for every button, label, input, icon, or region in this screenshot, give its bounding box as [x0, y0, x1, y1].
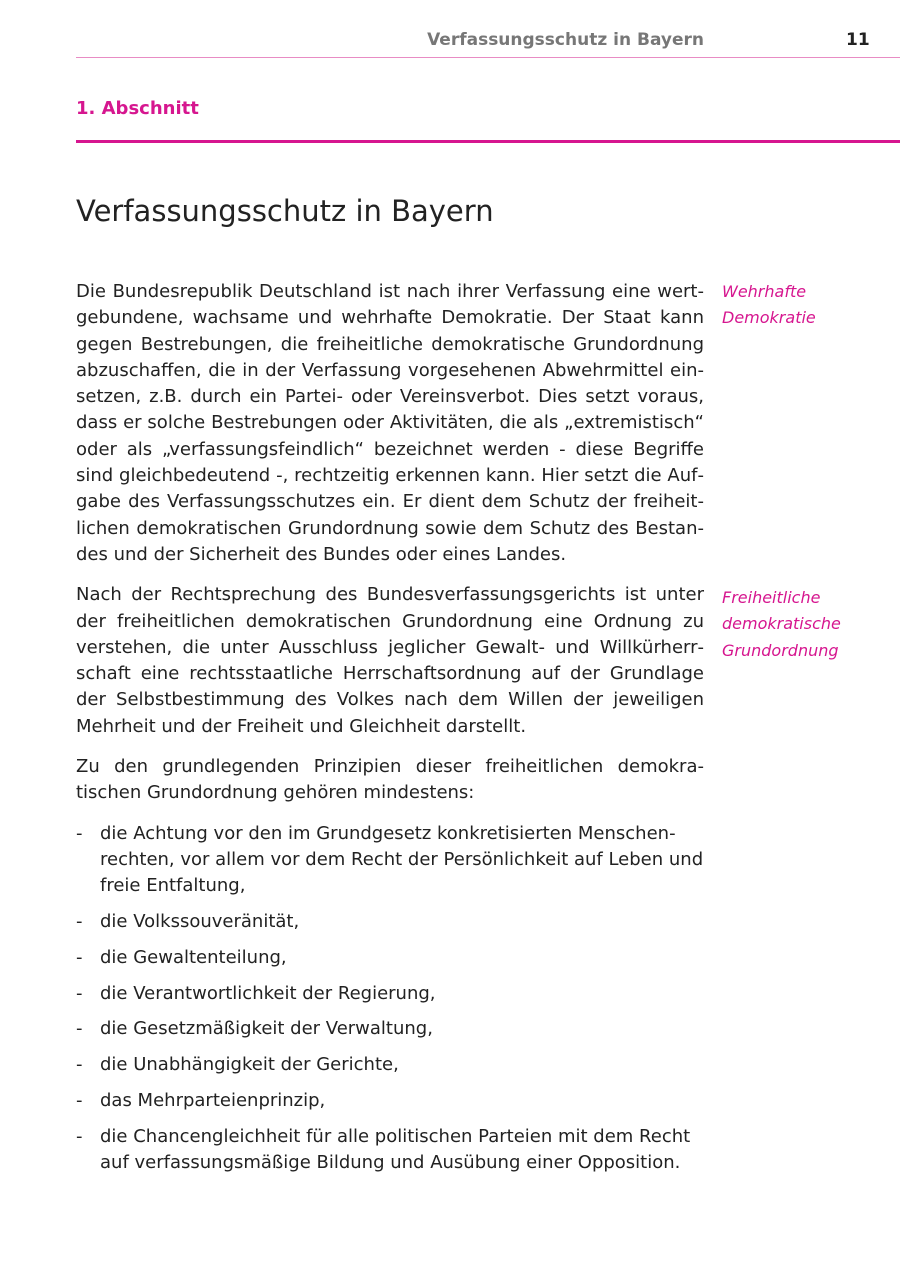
paragraph-principles-intro: Zu den grundlegenden Prinzipien dieser freiheitlichen demokratischen Grundordnung gehören mindestens:: [76, 756, 704, 804]
list-item: [76, 1016, 704, 1042]
list-item-text: die Chancengleichheit für alle politischen Parteien mit dem Recht auf verfassungsmäßige Bildung und Ausübung einer Opposition.: [100, 1125, 691, 1174]
list-item-text: das Mehrparteienprinzip,: [100, 1090, 326, 1112]
page-number: 11: [846, 30, 870, 50]
margin-note-line: Demokratie: [722, 308, 816, 328]
list-dash: -: [76, 1054, 83, 1076]
list-item: [76, 1088, 704, 1114]
list-item: [76, 981, 704, 1007]
list-dash: -: [76, 982, 83, 1004]
principles-list: [76, 821, 704, 1177]
list-item-text: die Volkssouveränität,: [100, 911, 300, 933]
body-text: [76, 279, 704, 1186]
list-item-text: die Unabhängigkeit der Gerichte,: [100, 1054, 399, 1076]
section-label: 1. Abschnitt: [76, 98, 199, 119]
list-item: [76, 1052, 704, 1078]
list-item: [76, 945, 704, 971]
list-item-text: die Achtung vor den im Grundgesetz konkretisierten Menschenrechten, vor allem vor dem Recht der Persönlichkeit auf Leben und freie Entfaltung,: [100, 822, 704, 897]
list-item-text: die Verantwortlichkeit der Regierung,: [100, 982, 436, 1004]
margin-note-freiheitliche-grundordnung: [722, 585, 892, 664]
paragraph-fdgo-definition: Nach der Rechtsprechung des Bundesverfassungsgerichts ist unter der freiheitlichen demokratischen Grundordnung eine Ordnung zu verstehen, die unter Ausschluss jeglicher Gewalt- und Willkürherrschaft eine rechtsstaatliche Herrschaftsordnung auf der Grundlage der Selbstbestimmung des Volkes nach dem Willen der jeweiligen Mehrheit und der Freiheit und Gleichheit darstellt.: [76, 584, 704, 737]
list-dash: -: [76, 911, 83, 933]
margin-note-line: Wehrhafte: [722, 282, 807, 301]
list-dash: -: [76, 946, 83, 968]
list-dash: -: [76, 1125, 83, 1147]
page-title: Verfassungsschutz in Bayern: [76, 194, 494, 228]
list-item: [76, 1124, 704, 1177]
section-divider: [76, 140, 900, 143]
running-header: [76, 28, 900, 58]
margin-note-line: Grundordnung: [722, 640, 839, 660]
margin-note-line: demokratische: [722, 614, 841, 634]
list-dash: -: [76, 1090, 83, 1112]
list-dash: -: [76, 822, 83, 844]
margin-note-wehrhafte-demokratie: [722, 279, 892, 332]
list-item-text: die Gesetzmäßigkeit der Verwaltung,: [100, 1018, 433, 1040]
paragraph-wehrhafte-demokratie: Die Bundesrepublik Deutschland ist nach ihrer Verfassung eine wertgebundene, wachsame und wehrhafte Demokratie. Der Staat kann gegen Bestrebungen, die freiheitliche demokratische Grundordnung abzuschaffen, die in der Verfassung vorgesehenen Abwehrmittel einsetzen, z.B. durch ein Partei- oder Vereinsverbot. Dies setzt voraus, dass er solche Bestrebungen oder Aktivitäten, die als „extremistisch“ oder als „verfassungsfeindlich“ bezeichnet werden - diese Begriffe sind gleichbedeutend -, rechtzeitig erkennen kann. Hier setzt die Aufgabe des Verfassungsschutzes ein. Er dient dem Schutz der freiheitlichen demokratischen Grundordnung sowie dem Schutz des Bestandes und der Sicherheit des Bundes oder eines Landes.: [76, 281, 704, 565]
list-item: [76, 909, 704, 935]
margin-note-line: Freiheitliche: [722, 588, 821, 607]
list-dash: -: [76, 1018, 83, 1040]
list-item: [76, 821, 704, 900]
running-title: Verfassungsschutz in Bayern: [427, 30, 704, 50]
list-item-text: die Gewaltenteilung,: [100, 946, 287, 968]
